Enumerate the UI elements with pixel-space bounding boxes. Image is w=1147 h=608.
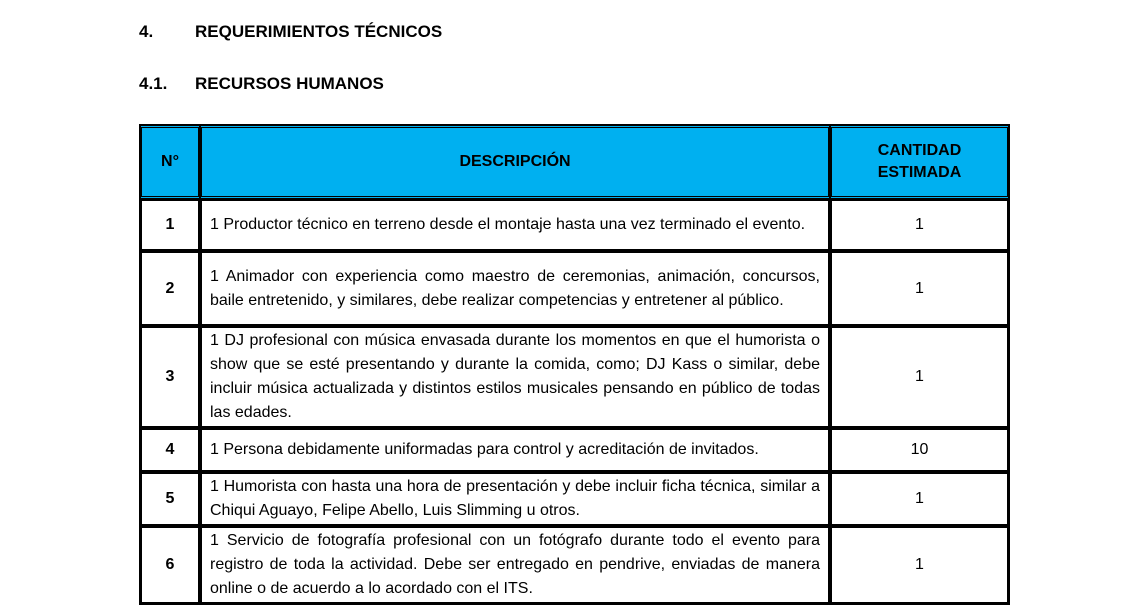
row-description-text: 1 DJ profesional con música envasada durante los momentos en que el humorista o show que se esté presentando y durante la comida, como; DJ Kass o similar, debe incluir música actualizada y distintos estilos musicales pensando en público de todas las edades.	[210, 332, 820, 421]
row-description-text: 1 Servicio de fotografía profesional con un fotógrafo durante todo el evento para registro de toda la actividad. Debe ser entregado en pendrive, enviadas de manera online o de acuerdo a lo acordado con el ITS.	[210, 532, 820, 597]
row-number	[140, 199, 200, 251]
row-quantity-text: 1	[915, 368, 924, 385]
table-row	[140, 199, 1009, 251]
section-number: 4.	[139, 22, 154, 41]
header-num-label: N°	[161, 153, 179, 170]
row-description	[200, 526, 830, 604]
row-description-text: 1 Humorista con hasta una hora de presentación y debe incluir ficha técnica, similar a Chiqui Aguayo, Felipe Abello, Luis Slimming u otros.	[210, 478, 820, 519]
row-number-text: 4	[165, 441, 175, 458]
header-quantity	[830, 125, 1009, 199]
row-quantity-text: 1	[915, 279, 924, 297]
row-quantity	[830, 326, 1009, 428]
human-resources-table	[139, 124, 1010, 605]
row-number	[140, 428, 200, 472]
row-quantity-text: 1	[915, 490, 924, 507]
row-quantity	[830, 251, 1009, 326]
section-heading	[139, 22, 442, 42]
section-title: REQUERIMIENTOS TÉCNICOS	[195, 22, 443, 41]
header-description	[200, 125, 830, 199]
row-description	[200, 472, 830, 526]
row-number-text: 6	[165, 556, 175, 573]
table-row	[140, 526, 1009, 604]
table-row	[140, 472, 1009, 526]
row-number	[140, 472, 200, 526]
row-number-text: 2	[165, 279, 175, 297]
row-description-text: 1 Persona debidamente uniformadas para control y acreditación de invitados.	[210, 441, 759, 458]
row-number-text: 1	[165, 216, 175, 233]
row-number	[140, 526, 200, 604]
row-quantity	[830, 526, 1009, 604]
row-number-text: 5	[165, 490, 175, 507]
row-quantity	[830, 472, 1009, 526]
table-header-row	[140, 125, 1009, 199]
row-quantity-text: 1	[915, 556, 924, 573]
row-description-text: 1 Productor técnico en terreno desde el montaje hasta una vez terminado el evento.	[210, 216, 806, 233]
header-description-label: DESCRIPCIÓN	[459, 153, 571, 170]
row-description-text: 1 Animador con experiencia como maestro de ceremonias, animación, concursos, baile entretenido, y similares, debe realizar competencias y entretener al público.	[210, 267, 820, 309]
row-description	[200, 199, 830, 251]
row-description	[200, 251, 830, 326]
table-row	[140, 428, 1009, 472]
row-quantity-text: 1	[915, 216, 924, 233]
subsection-title: RECURSOS HUMANOS	[195, 74, 384, 93]
row-description	[200, 428, 830, 472]
row-number	[140, 326, 200, 428]
row-description	[200, 326, 830, 428]
table-row	[140, 251, 1009, 326]
header-num	[140, 125, 200, 199]
subsection-heading	[139, 74, 384, 94]
row-quantity-text: 10	[910, 441, 929, 458]
header-quantity-label: CANTIDAD ESTIMADA	[877, 142, 962, 181]
row-number	[140, 251, 200, 326]
table-row	[140, 326, 1009, 428]
row-number-text: 3	[165, 368, 175, 385]
row-quantity	[830, 199, 1009, 251]
subsection-number: 4.1.	[139, 74, 168, 93]
row-quantity	[830, 428, 1009, 472]
